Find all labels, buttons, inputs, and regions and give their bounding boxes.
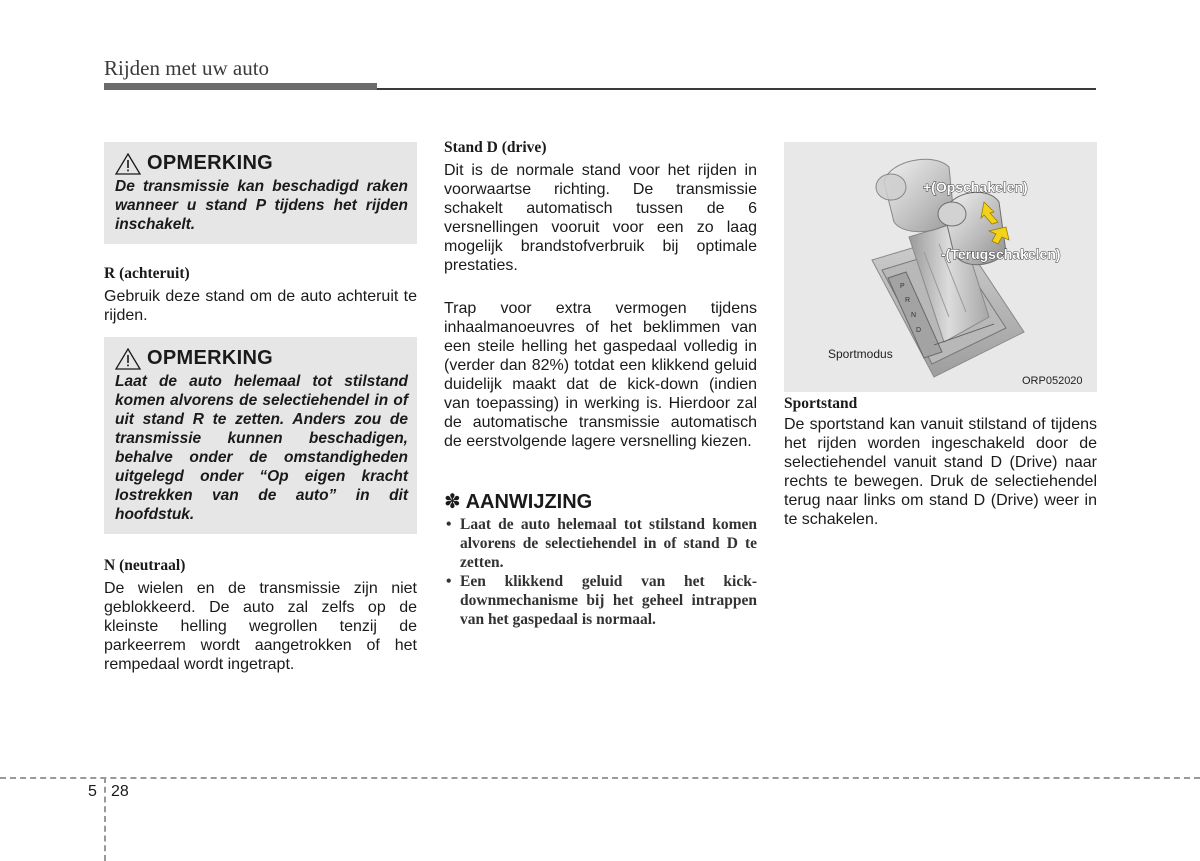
warning-note-reverse — [104, 337, 417, 534]
header-rule-accent — [104, 83, 377, 90]
label-sport-mode: Sportmodus — [828, 347, 893, 361]
footer-rule — [0, 777, 1200, 779]
tip-item: • Een klikkend geluid van het kick-downmechanisme bij het geheel intrappen van het gaspedaal is normaal. — [444, 572, 757, 629]
text-kickdown: Trap voor extra vermogen tijdens inhaalmanoeuvres of het beklimmen van een steile helling het gaspedaal volledig in (verder dan 82%) totdat een klikkend geluid duidelijk maakt dat de kick-down (indien van toepassing) in werking is. Hierdoor zal de automatische transmissie automatisch de eerstvolgende lagere versnelling kiezen. — [444, 300, 757, 450]
heading-reverse: R (achteruit) — [104, 265, 190, 282]
gate-letter: D — [916, 327, 922, 334]
text-sport: De sportstand kan vanuit stilstand of tijdens het rijden worden ingeschakeld door de selectiehendel vanuit stand D (Drive) naar rechts te bewegen. Druk de selectiehendel terug naar links om stand D (Drive) weer in te schakelen. — [784, 416, 1097, 528]
section-title: Rijden met uw auto — [104, 56, 270, 80]
figure-code: ORP052020 — [1022, 375, 1083, 387]
text-neutral: De wielen en de transmissie zijn niet geblokkeerd. De auto zal zelfs op de kleinste helling wegrollen tenzij de parkeerrem wordt aangetrokken of het rempedaal wordt ingetrapt. — [104, 580, 417, 673]
gate-letter: N — [911, 312, 917, 319]
note-title: OPMERKING — [147, 347, 274, 369]
heading-sport: Sportstand — [784, 395, 858, 412]
warning-note-park — [104, 142, 417, 244]
gate-letter: R — [905, 297, 911, 304]
header-rule — [377, 88, 1096, 90]
label-shift-up: +(Opschakelen) — [923, 179, 1028, 195]
note-title: OPMERKING — [147, 152, 274, 174]
heading-neutral: N (neutraal) — [104, 557, 186, 574]
footer-divider — [104, 777, 106, 861]
text-drive: Dit is de normale stand voor het rijden in voorwaartse richting. De transmissie schakelt automatisch tussen de 6 versnellingen vooruit voor een zo laag mogelijk brandstofverbruik bij optimale prestaties. — [444, 162, 757, 274]
text-reverse: Gebruik deze stand om de auto achteruit te rijden. — [104, 288, 417, 324]
tip-title: ✽ AANWIJZING — [444, 491, 593, 513]
gate-letter: P — [900, 283, 905, 290]
warning-triangle-icon — [115, 153, 141, 175]
label-shift-down: -(Terugschakelen) — [941, 246, 1061, 262]
note-text: De transmissie kan beschadigd raken wanneer u stand P tijdens het rijden inschakelt. — [115, 178, 408, 233]
gear-shifter-illustration — [784, 142, 1097, 392]
heading-drive: Stand D (drive) — [444, 139, 547, 156]
note-text: Laat de auto helemaal tot stilstand komen alvorens de selectiehendel in of uit stand R te zetten. Anders zou de transmissie kunnen beschadigen, behalve onder de omstandigheden uitgelegd onder “Op eigen kracht lostrekken van de auto” in dit hoofdstuk. — [115, 373, 408, 523]
gear-shifter-figure — [784, 142, 1097, 392]
tip-item: • Laat de auto helemaal tot stilstand komen alvorens de selectiehendel in of stand D te zetten. — [444, 515, 757, 572]
chapter-number: 5 — [88, 783, 97, 800]
page-number: 28 — [111, 783, 129, 800]
warning-triangle-icon — [115, 348, 141, 370]
tip-list — [444, 515, 757, 629]
